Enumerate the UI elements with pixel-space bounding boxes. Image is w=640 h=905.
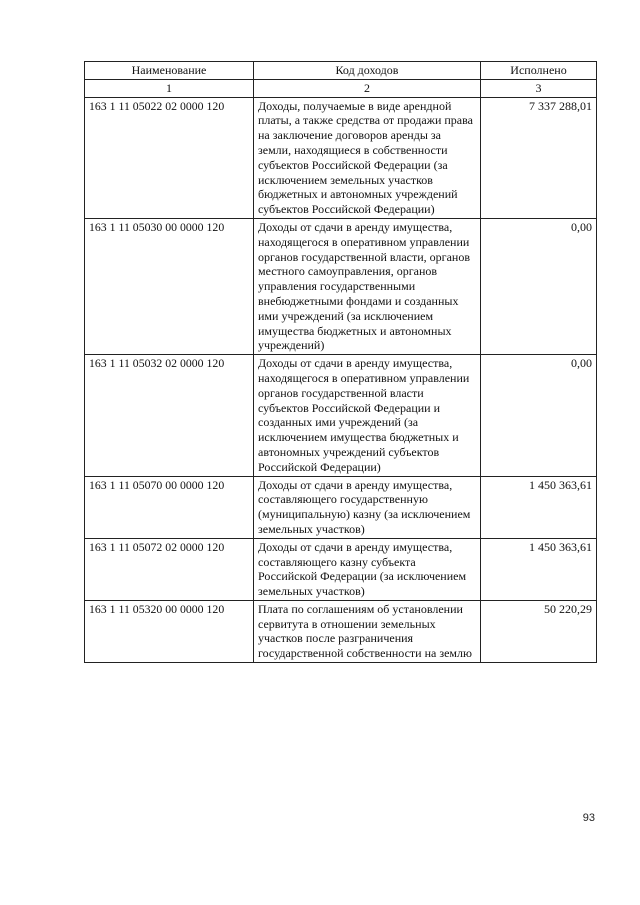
row-name: Доходы от сдачи в аренду имущества, находящегося в оперативном управлении органов государственной власти субъектов Российской Федерации и созданных ими учреждений (за исключением имущества бюджетных и автономных учреждений субъектов Российской Федерации) [254, 355, 481, 476]
row-code: 163 1 11 05072 02 0000 120 [85, 538, 254, 600]
table-row [85, 97, 597, 218]
header-executed: Исполнено [481, 62, 597, 80]
row-name: Доходы от сдачи в аренду имущества, составляющего государственную (муниципальную) казну (за исключением земельных участков) [254, 476, 481, 538]
row-code: 163 1 11 05030 00 0000 120 [85, 218, 254, 354]
header-name: Наименование [85, 62, 254, 80]
table-row [85, 218, 597, 354]
row-amount: 1 450 363,61 [481, 538, 597, 600]
row-amount: 50 220,29 [481, 600, 597, 662]
row-amount: 0,00 [481, 218, 597, 354]
row-code: 163 1 11 05070 00 0000 120 [85, 476, 254, 538]
header-code: Код доходов [254, 62, 481, 80]
row-amount: 7 337 288,01 [481, 97, 597, 218]
column-number-1: 1 [85, 79, 254, 97]
row-code: 163 1 11 05320 00 0000 120 [85, 600, 254, 662]
row-amount: 1 450 363,61 [481, 476, 597, 538]
column-number-2: 2 [254, 79, 481, 97]
column-number-3: 3 [481, 79, 597, 97]
table-row [85, 476, 597, 538]
table-row [85, 538, 597, 600]
row-name: Доходы, получаемые в виде арендной платы, а также средства от продажи права на заключение договоров аренды за земли, находящиеся в собственности субъектов Российской Федерации (за исключением земельных участков бюджетных и автономных учреждений субъектов Российской Федерации) [254, 97, 481, 218]
row-name: Плата по соглашениям об установлении сервитута в отношении земельных участков после разграничения государственной собственности на землю [254, 600, 481, 662]
page-number: 93 [582, 812, 595, 824]
header-row [85, 62, 597, 80]
row-code: 163 1 11 05022 02 0000 120 [85, 97, 254, 218]
row-code: 163 1 11 05032 02 0000 120 [85, 355, 254, 476]
table-row [85, 600, 597, 662]
row-name: Доходы от сдачи в аренду имущества, находящегося в оперативном управлении органов государственной власти, органов местного самоуправления, органов управления государственными внебюджетными фондами и созданных ими учреждений (за исключением имущества бюджетных и автономных учреждений) [254, 218, 481, 354]
column-number-row [85, 79, 597, 97]
revenue-table [84, 61, 597, 663]
table-row [85, 355, 597, 476]
row-name: Доходы от сдачи в аренду имущества, составляющего казну субъекта Российской Федерации (за исключением земельных участков) [254, 538, 481, 600]
row-amount: 0,00 [481, 355, 597, 476]
